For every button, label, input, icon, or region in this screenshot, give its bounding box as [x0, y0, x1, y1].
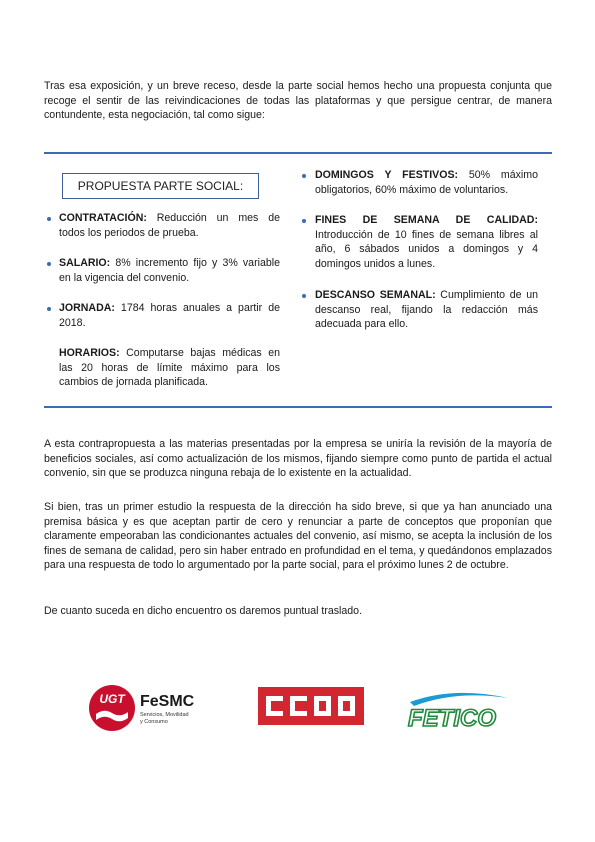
intro-paragraph: Tras esa exposición, y un breve receso, desde la parte social hemos hecho una propuesta conjunta que recoge el sentir de las reivindicaciones de todas las plataformas y que persigue centrar, de manera contundente, esta negociación, tal como sigue:: [44, 80, 552, 122]
bullet-icon: [302, 294, 306, 298]
bullet-icon: [302, 174, 306, 178]
paragraph-beneficios: A esta contrapropuesta a las materias presentadas por la empresa se uniría la revisión de la mayoría de beneficios sociales, así como actualización de los mismos, fijando siempre como punto de partida el actual convenio, sin que se produzca ninguna rebaja de lo existente en la actualidad.: [44, 438, 552, 480]
ugt-badge-icon: [88, 684, 228, 734]
right-item-descanso: DESCANSO SEMANAL: Cumplimiento de un descanso real, fijando la redacción más adecuada para ello.: [315, 289, 538, 331]
top-divider: [44, 152, 552, 154]
bottom-divider: [44, 406, 552, 408]
left-item-jornada: JORNADA: 1784 horas anuales a partir de 2018.: [59, 302, 280, 329]
svg-text:FeSMC: FeSMC: [140, 693, 195, 710]
left-item-contratacion: CONTRATACIÓN: Reducción un mes de todos los periodos de prueba.: [59, 212, 280, 239]
left-item-salario: SALARIO: 8% incremento fijo y 3% variable en la vigencia del convenio.: [59, 257, 280, 284]
ugt-fesmc-logo: [88, 684, 228, 734]
paragraph-respuesta: Si bien, tras un primer estudio la respuesta de la dirección ha sido breve, si que ya han anunciado una premisa básica y es que aceptan partir de cero y renunciar a parte de conceptos que proponían que claramente empeoraban las condicionantes actuales del convenio, así mismo, se acepta la inclusión de los fines de semana de calidad, pero sin haber entrado en profundidad en el tema, y quedándonos emplazados para una respuesta de todo lo argumentado por la parte social, para el próximo lunes 2 de octubre.: [44, 501, 552, 572]
fetico-logo: [404, 688, 514, 732]
ccoo-logo: [258, 687, 364, 725]
svg-text:UGT: UGT: [99, 692, 125, 706]
paragraph-cierre: De cuanto suceda en dicho encuentro os daremos puntual traslado.: [44, 605, 363, 617]
bullet-icon: [47, 217, 51, 221]
svg-text:y Consumo: y Consumo: [140, 719, 168, 725]
svg-text:Servicios, Movilidad: Servicios, Movilidad: [140, 712, 189, 718]
svg-text:FETICO: FETICO: [408, 705, 496, 732]
proposal-box-title: PROPUESTA PARTE SOCIAL:: [62, 173, 259, 199]
bullet-icon: [47, 307, 51, 311]
bullet-icon: [47, 262, 51, 266]
right-item-domingos: DOMINGOS Y FESTIVOS: 50% máximo obligatorios, 60% máximo de voluntarios.: [315, 169, 538, 196]
bullet-icon: [302, 219, 306, 223]
right-item-fines-semana: FINES DE SEMANA DE CALIDAD: Introducción de 10 fines de semana libres al año, 6 sábados unidos a domingos y 4 domingos unidos a lunes.: [315, 214, 538, 270]
left-item-horarios: HORARIOS: Computarse bajas médicas en las 20 horas de límite máximo para los cambios de jornada planificada.: [59, 347, 280, 389]
